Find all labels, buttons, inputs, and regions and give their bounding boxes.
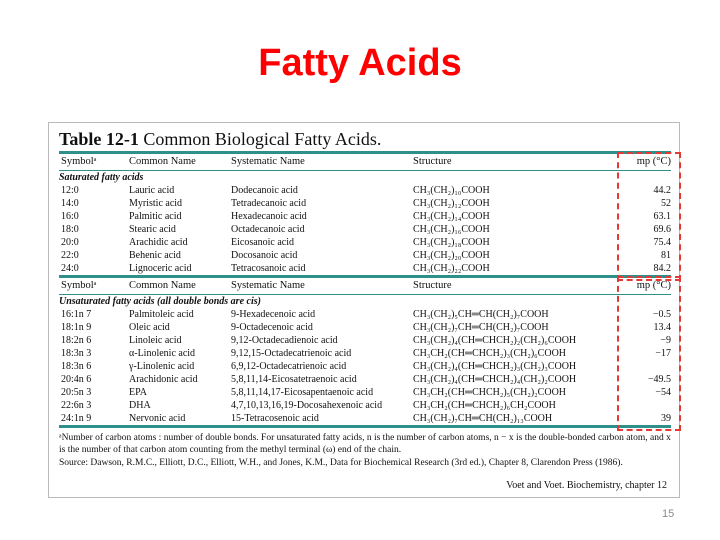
cell-systematic-name: 4,7,10,13,16,19-Docosahexenoic acid <box>231 400 383 411</box>
cell-common-name: DHA <box>129 400 151 411</box>
table-label: Table 12-1 <box>59 129 139 149</box>
cell-common-name: Arachidonic acid <box>129 374 198 385</box>
table-row <box>59 334 671 347</box>
table-row <box>59 197 671 210</box>
table-row <box>59 249 671 262</box>
cell-mp: −49.5 <box>647 374 671 385</box>
cell-symbol: 18:1n 9 <box>61 322 92 333</box>
cell-common-name: α-Linolenic acid <box>129 348 196 359</box>
fatty-acid-table-image <box>48 122 680 498</box>
cell-symbol: 24:0 <box>61 263 79 274</box>
header-symbol: Symbolᵃ <box>61 280 97 291</box>
cell-structure: CH₃(CH₂)₂₀COOH <box>413 250 490 261</box>
header-mp: mp (°C) <box>636 280 671 291</box>
cell-structure: CH₃(CH₂)₄(CH═CHCH₂)₃(CH₂)₃COOH <box>413 361 577 372</box>
cell-mp: 69.6 <box>653 224 671 235</box>
cell-mp: 13.4 <box>653 322 671 333</box>
cell-symbol: 16:0 <box>61 211 79 222</box>
cell-symbol: 12:0 <box>61 185 79 196</box>
table-row <box>59 373 671 386</box>
cell-structure: CH₃(CH₂)₁₈COOH <box>413 237 490 248</box>
table-caption: Common Biological Fatty Acids. <box>143 129 382 149</box>
cell-symbol: 20:5n 3 <box>61 387 92 398</box>
cell-symbol: 18:3n 6 <box>61 361 92 372</box>
table-row <box>59 386 671 399</box>
header-structure: Structure <box>413 280 452 291</box>
slide-number: 15 <box>662 508 675 520</box>
cell-structure: CH₃CH₂(CH═CHCH₂)₃(CH₂)₆COOH <box>413 348 567 359</box>
cell-structure: CH₃(CH₂)₁₄COOH <box>413 211 490 222</box>
unsaturated-section-label: Unsaturated fatty acids (all double bonds are cis) <box>59 296 261 307</box>
cell-systematic-name: Eicosanoic acid <box>231 237 295 248</box>
cell-systematic-name: Dodecanoic acid <box>231 185 298 196</box>
cell-mp: 39 <box>661 413 671 424</box>
credit-text: Voet and Voet. Biochemistry, chapter 12 <box>506 480 667 491</box>
cell-mp: −17 <box>655 348 671 359</box>
header-systematic-name: Systematic Name <box>231 156 305 167</box>
cell-common-name: γ-Linolenic acid <box>129 361 195 372</box>
cell-mp: 75.4 <box>653 237 671 248</box>
table-row <box>59 184 671 197</box>
header-common-name: Common Name <box>129 280 196 291</box>
cell-common-name: Nervonic acid <box>129 413 186 424</box>
cell-systematic-name: 9-Octadecenoic acid <box>231 322 313 333</box>
cell-symbol: 20:0 <box>61 237 79 248</box>
cell-mp: 63.1 <box>653 211 671 222</box>
cell-structure: CH₃(CH₂)₅CH═CH(CH₂)₇COOH <box>413 309 549 320</box>
unsaturated-rows <box>59 308 671 425</box>
table-row <box>59 321 671 334</box>
cell-common-name: Lignoceric acid <box>129 263 192 274</box>
cell-systematic-name: Tetradecanoic acid <box>231 198 307 209</box>
table-footnote: ᵃNumber of carbon atoms : number of double bonds. For unsaturated fatty acids, n is the number of carbon atoms, n − x is the double-bonded carbon atom, and x is the number of that carbon atom counting from the methyl terminal (ω) end of the chain. <box>59 433 671 455</box>
column-header-row-2 <box>59 278 671 294</box>
cell-systematic-name: 6,9,12-Octadecatrienoic acid <box>231 361 347 372</box>
cell-systematic-name: Tetracosanoic acid <box>231 263 306 274</box>
mp-highlight-box-saturated <box>617 152 681 281</box>
table-row <box>59 210 671 223</box>
cell-systematic-name: Docosanoic acid <box>231 250 298 261</box>
cell-mp: −9 <box>660 335 671 346</box>
cell-common-name: Lauric acid <box>129 185 175 196</box>
cell-structure: CH₃(CH₂)₇CH═CH(CH₂)₁₃COOH <box>413 413 553 424</box>
cell-systematic-name: 9-Hexadecenoic acid <box>231 309 316 320</box>
cell-symbol: 18:3n 3 <box>61 348 92 359</box>
table-row <box>59 262 671 275</box>
cell-structure: CH₃(CH₂)₄(CH═CHCH₂)₄(CH₂)₂COOH <box>413 374 577 385</box>
header-systematic-name: Systematic Name <box>231 280 305 291</box>
cell-structure: CH₃(CH₂)₇CH═CH(CH₂)₇COOH <box>413 322 549 333</box>
cell-systematic-name: 9,12,15-Octadecatrienoic acid <box>231 348 352 359</box>
cell-symbol: 20:4n 6 <box>61 374 92 385</box>
cell-common-name: Oleic acid <box>129 322 170 333</box>
column-header-row <box>59 154 671 170</box>
cell-structure: CH₃CH₂(CH═CHCH₂)₆CH₂COOH <box>413 400 556 411</box>
cell-systematic-name: 9,12-Octadecadienoic acid <box>231 335 338 346</box>
header-mp: mp (°C) <box>636 156 671 167</box>
cell-mp: 81 <box>661 250 671 261</box>
cell-common-name: Stearic acid <box>129 224 176 235</box>
cell-symbol: 18:0 <box>61 224 79 235</box>
cell-structure: CH₃(CH₂)₁₀COOH <box>413 185 490 196</box>
cell-structure: CH₃(CH₂)₁₆COOH <box>413 224 490 235</box>
cell-symbol: 22:0 <box>61 250 79 261</box>
table-row <box>59 399 671 412</box>
cell-structure: CH₃(CH₂)₂₂COOH <box>413 263 490 274</box>
table-row <box>59 223 671 236</box>
table-source: Source: Dawson, R.M.C., Elliott, D.C., Elliott, W.H., and Jones, K.M., Data for Biochemical Research (3rd ed.), Chapter 8, Clarendon Press (1986). <box>59 458 623 468</box>
cell-mp: 84.2 <box>653 263 671 274</box>
bottom-rule <box>59 425 671 428</box>
header-structure: Structure <box>413 156 452 167</box>
cell-systematic-name: Hexadecanoic acid <box>231 211 307 222</box>
cell-common-name: Arachidic acid <box>129 237 188 248</box>
header-symbol: Symbolᵃ <box>61 156 97 167</box>
saturated-rows <box>59 184 671 275</box>
cell-systematic-name: 15-Tetracosenoic acid <box>231 413 319 424</box>
cell-structure: CH₃(CH₂)₄(CH═CHCH₂)₂(CH₂)₆COOH <box>413 335 577 346</box>
mp-highlight-box-unsaturated <box>617 276 681 431</box>
cell-symbol: 18:2n 6 <box>61 335 92 346</box>
cell-symbol: 14:0 <box>61 198 79 209</box>
cell-symbol: 16:1n 7 <box>61 309 92 320</box>
cell-structure: CH₃(CH₂)₁₂COOH <box>413 198 490 209</box>
cell-structure: CH₃CH₂(CH═CHCH₂)₅(CH₂)₂COOH <box>413 387 567 398</box>
cell-common-name: EPA <box>129 387 147 398</box>
cell-mp: 44.2 <box>653 185 671 196</box>
cell-systematic-name: 5,8,11,14-Eicosatetraenoic acid <box>231 374 357 385</box>
table-heading <box>59 127 671 151</box>
cell-common-name: Palmitic acid <box>129 211 182 222</box>
table-row <box>59 308 671 321</box>
slide-title: Fatty Acids <box>258 42 462 84</box>
table-row <box>59 347 671 360</box>
cell-common-name: Palmitoleic acid <box>129 309 194 320</box>
cell-symbol: 22:6n 3 <box>61 400 92 411</box>
cell-common-name: Linoleic acid <box>129 335 182 346</box>
saturated-section-label: Saturated fatty acids <box>59 172 144 183</box>
cell-systematic-name: 5,8,11,14,17-Eicosapentaenoic acid <box>231 387 374 398</box>
table-row <box>59 412 671 425</box>
cell-mp: 52 <box>661 198 671 209</box>
cell-systematic-name: Octadecanoic acid <box>231 224 305 235</box>
cell-mp: −0.5 <box>652 309 671 320</box>
cell-common-name: Myristic acid <box>129 198 183 209</box>
cell-common-name: Behenic acid <box>129 250 181 261</box>
cell-mp: −54 <box>655 387 671 398</box>
header-common-name: Common Name <box>129 156 196 167</box>
table-row <box>59 360 671 373</box>
table-content <box>59 127 671 469</box>
table-row <box>59 236 671 249</box>
cell-symbol: 24:1n 9 <box>61 413 92 424</box>
